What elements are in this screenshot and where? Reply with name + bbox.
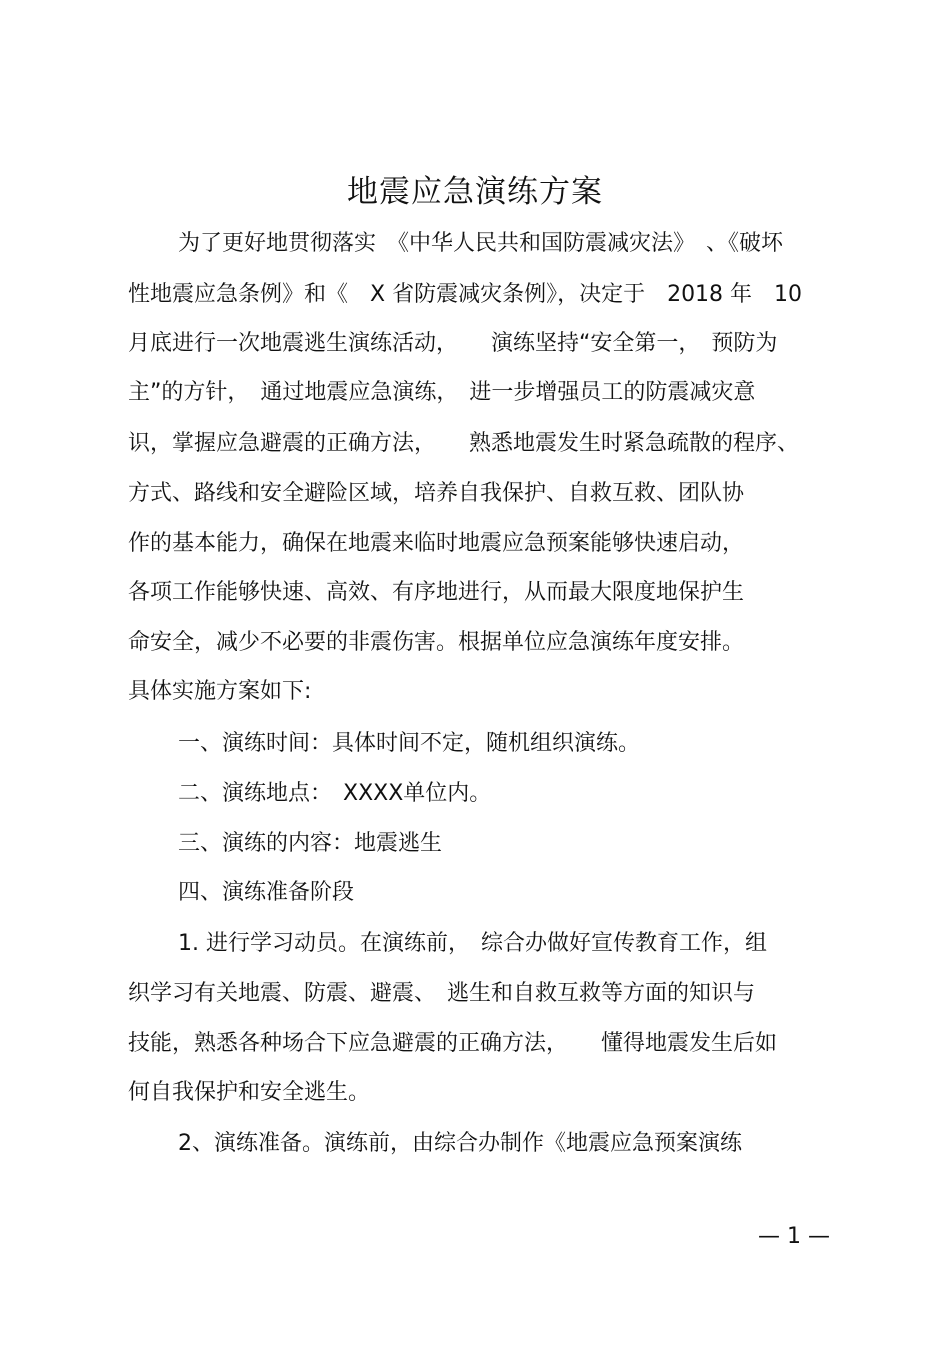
paragraph-line: 性地震应急条例》和《 X 省防震减灾条例》，决定于 2018 年 10 <box>128 282 803 307</box>
paragraph-line: 主”的方针， 通过地震应急演练， 进一步增强员工的防震减灾意 <box>128 380 756 405</box>
paragraph-line: 何自我保护和安全逃生。 <box>128 1080 371 1105</box>
paragraph-line: 具体实施方案如下: <box>128 679 312 704</box>
paragraph-line: 月底进行一次地震逃生演练活动， 演练坚持“安全第一， 预防为 <box>128 331 778 356</box>
paragraph-line: 方式、路线和安全避险区域，培养自我保护、自救互救、团队协 <box>128 481 745 506</box>
paragraph-line: 1. 进行学习动员。在演练前， 综合办做好宣传教育工作，组 <box>178 931 767 956</box>
page-number: — 1 — <box>758 1224 830 1249</box>
paragraph-line: 命安全，减少不必要的非震伤害。根据单位应急演练年度安排。 <box>128 630 745 655</box>
section-item-location: 二、演练地点： XXXX单位内。 <box>178 781 492 806</box>
paragraph-line: 作的基本能力，确保在地震来临时地震应急预案能够快速启动， <box>128 531 745 556</box>
paragraph-line: 识，掌握应急避震的正确方法， 熟悉地震发生时紧急疏散的程序、 <box>128 431 800 456</box>
paragraph-line: 织学习有关地震、防震、避震、 逃生和自救互救等方面的知识与 <box>128 981 756 1006</box>
document-title: 地震应急演练方案 <box>347 174 603 210</box>
paragraph-line: 技能，熟悉各种场合下应急避震的正确方法， 懂得地震发生后如 <box>128 1031 778 1056</box>
paragraph-line: 为了更好地贯彻落实 《中华人民共和国防震减灾法》 、《破坏 <box>178 231 784 256</box>
section-heading-preparation: 四、演练准备阶段 <box>178 880 355 905</box>
section-item-time: 一、演练时间：具体时间不定，随机组织演练。 <box>178 731 641 756</box>
paragraph-line: 2、演练准备。演练前，由综合办制作《地震应急预案演练 <box>178 1131 742 1156</box>
paragraph-line: 各项工作能够快速、高效、有序地进行，从而最大限度地保护生 <box>128 580 745 605</box>
section-item-content: 三、演练的内容：地震逃生 <box>178 831 443 856</box>
